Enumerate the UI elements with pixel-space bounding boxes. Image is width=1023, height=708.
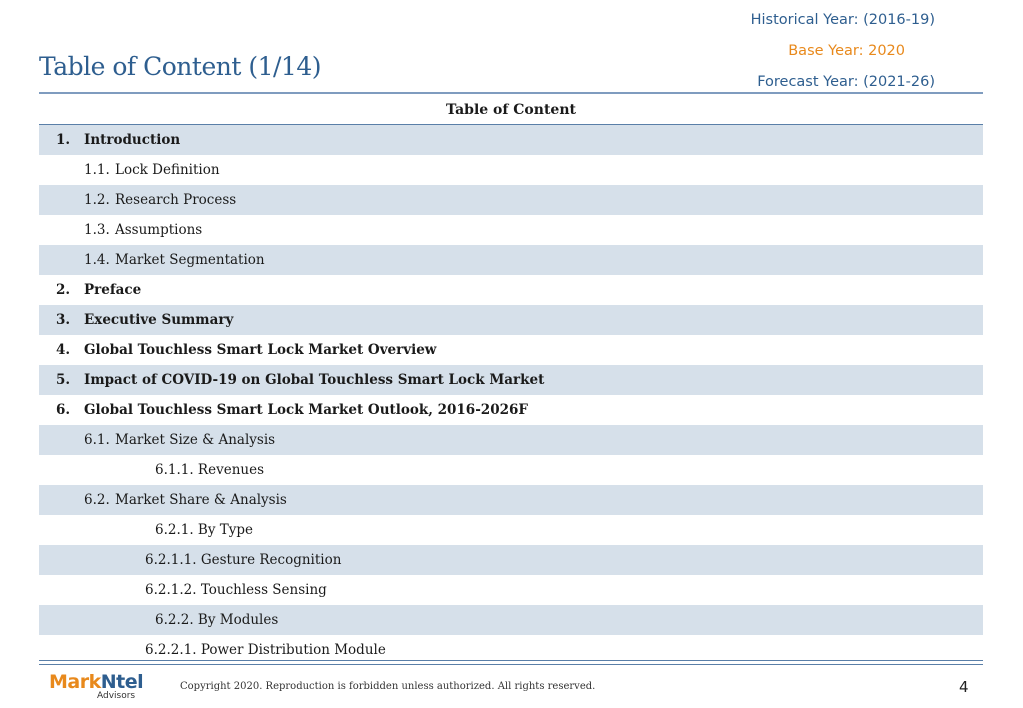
toc-row[interactable]: [39, 155, 983, 185]
toc-row[interactable]: [39, 605, 983, 635]
toc-row-label: Research Process: [115, 192, 237, 208]
toc-row[interactable]: [39, 215, 983, 245]
toc-row-number: 1.: [56, 132, 71, 148]
toc-row[interactable]: [39, 515, 983, 545]
toc-row-label: Introduction: [84, 132, 181, 148]
page-title: Table of Content (1/14): [39, 52, 321, 81]
toc-row-number: 1.3.: [84, 222, 110, 238]
historical-year: Historical Year: (2016-19): [750, 12, 935, 28]
toc-row[interactable]: [39, 245, 983, 275]
base-year: Base Year: 2020: [788, 43, 905, 59]
toc-row-label: Market Size & Analysis: [115, 432, 276, 448]
toc-row[interactable]: [39, 485, 983, 515]
toc-row-label: Market Share & Analysis: [115, 492, 287, 508]
toc-row-label: Preface: [84, 282, 142, 298]
toc-row-number: 1.4.: [84, 252, 110, 268]
top-divider: [39, 92, 983, 94]
toc-row-number: 5.: [56, 372, 71, 388]
toc-row-label: 6.2.2.1. Power Distribution Module: [145, 642, 386, 658]
bottom-divider: [39, 660, 983, 665]
toc-row-number: 3.: [56, 312, 71, 328]
toc-row-label: 6.2.1.2. Touchless Sensing: [145, 582, 327, 598]
markntel-logo: [49, 671, 144, 702]
logo-subtitle: Advisors: [97, 691, 136, 701]
toc-row-label: Impact of COVID-19 on Global Touchless Smart Lock Market: [84, 372, 545, 388]
toc-row-label: Market Segmentation: [115, 252, 265, 268]
toc-row[interactable]: [39, 425, 983, 455]
toc-row[interactable]: [39, 185, 983, 215]
toc-row-number: 1.2.: [84, 192, 110, 208]
toc-row-number: 6.1.: [84, 432, 110, 448]
toc-row[interactable]: [39, 455, 983, 485]
toc-row[interactable]: [39, 365, 983, 395]
toc-list: [39, 125, 983, 665]
toc-row-label: Global Touchless Smart Lock Market Outlook, 2016-2026F: [84, 402, 528, 418]
year-info: [715, 10, 935, 103]
copyright-notice: Copyright 2020. Reproduction is forbidden unless authorized. All rights reserved.: [180, 681, 596, 692]
toc-row[interactable]: [39, 305, 983, 335]
toc-row[interactable]: [39, 395, 983, 425]
toc-heading: Table of Content: [39, 96, 983, 126]
toc-row[interactable]: [39, 275, 983, 305]
toc-row-label: 6.1.1. Revenues: [155, 462, 265, 478]
toc-row-number: 1.1.: [84, 162, 110, 178]
toc-row[interactable]: [39, 335, 983, 365]
toc-row-number: 6.2.: [84, 492, 110, 508]
toc-row-label: 6.2.1. By Type: [155, 522, 254, 538]
toc-row-number: 2.: [56, 282, 71, 298]
toc-row[interactable]: [39, 575, 983, 605]
toc-row-number: 6.: [56, 402, 71, 418]
toc-row-number: 4.: [56, 342, 71, 358]
page-number: 4: [959, 678, 969, 696]
toc-row-label: Assumptions: [115, 222, 203, 238]
toc-row[interactable]: [39, 125, 983, 155]
toc-row-label: Global Touchless Smart Lock Market Overview: [84, 342, 437, 358]
toc-row[interactable]: [39, 545, 983, 575]
forecast-year: Forecast Year: (2021-26): [757, 74, 935, 90]
toc-row-label: Lock Definition: [115, 162, 220, 178]
toc-row-label: Executive Summary: [84, 312, 234, 328]
logo-wordmark: MarkNtel: [49, 671, 144, 693]
toc-row-label: 6.2.2. By Modules: [155, 612, 279, 628]
toc-row-label: 6.2.1.1. Gesture Recognition: [145, 552, 342, 568]
